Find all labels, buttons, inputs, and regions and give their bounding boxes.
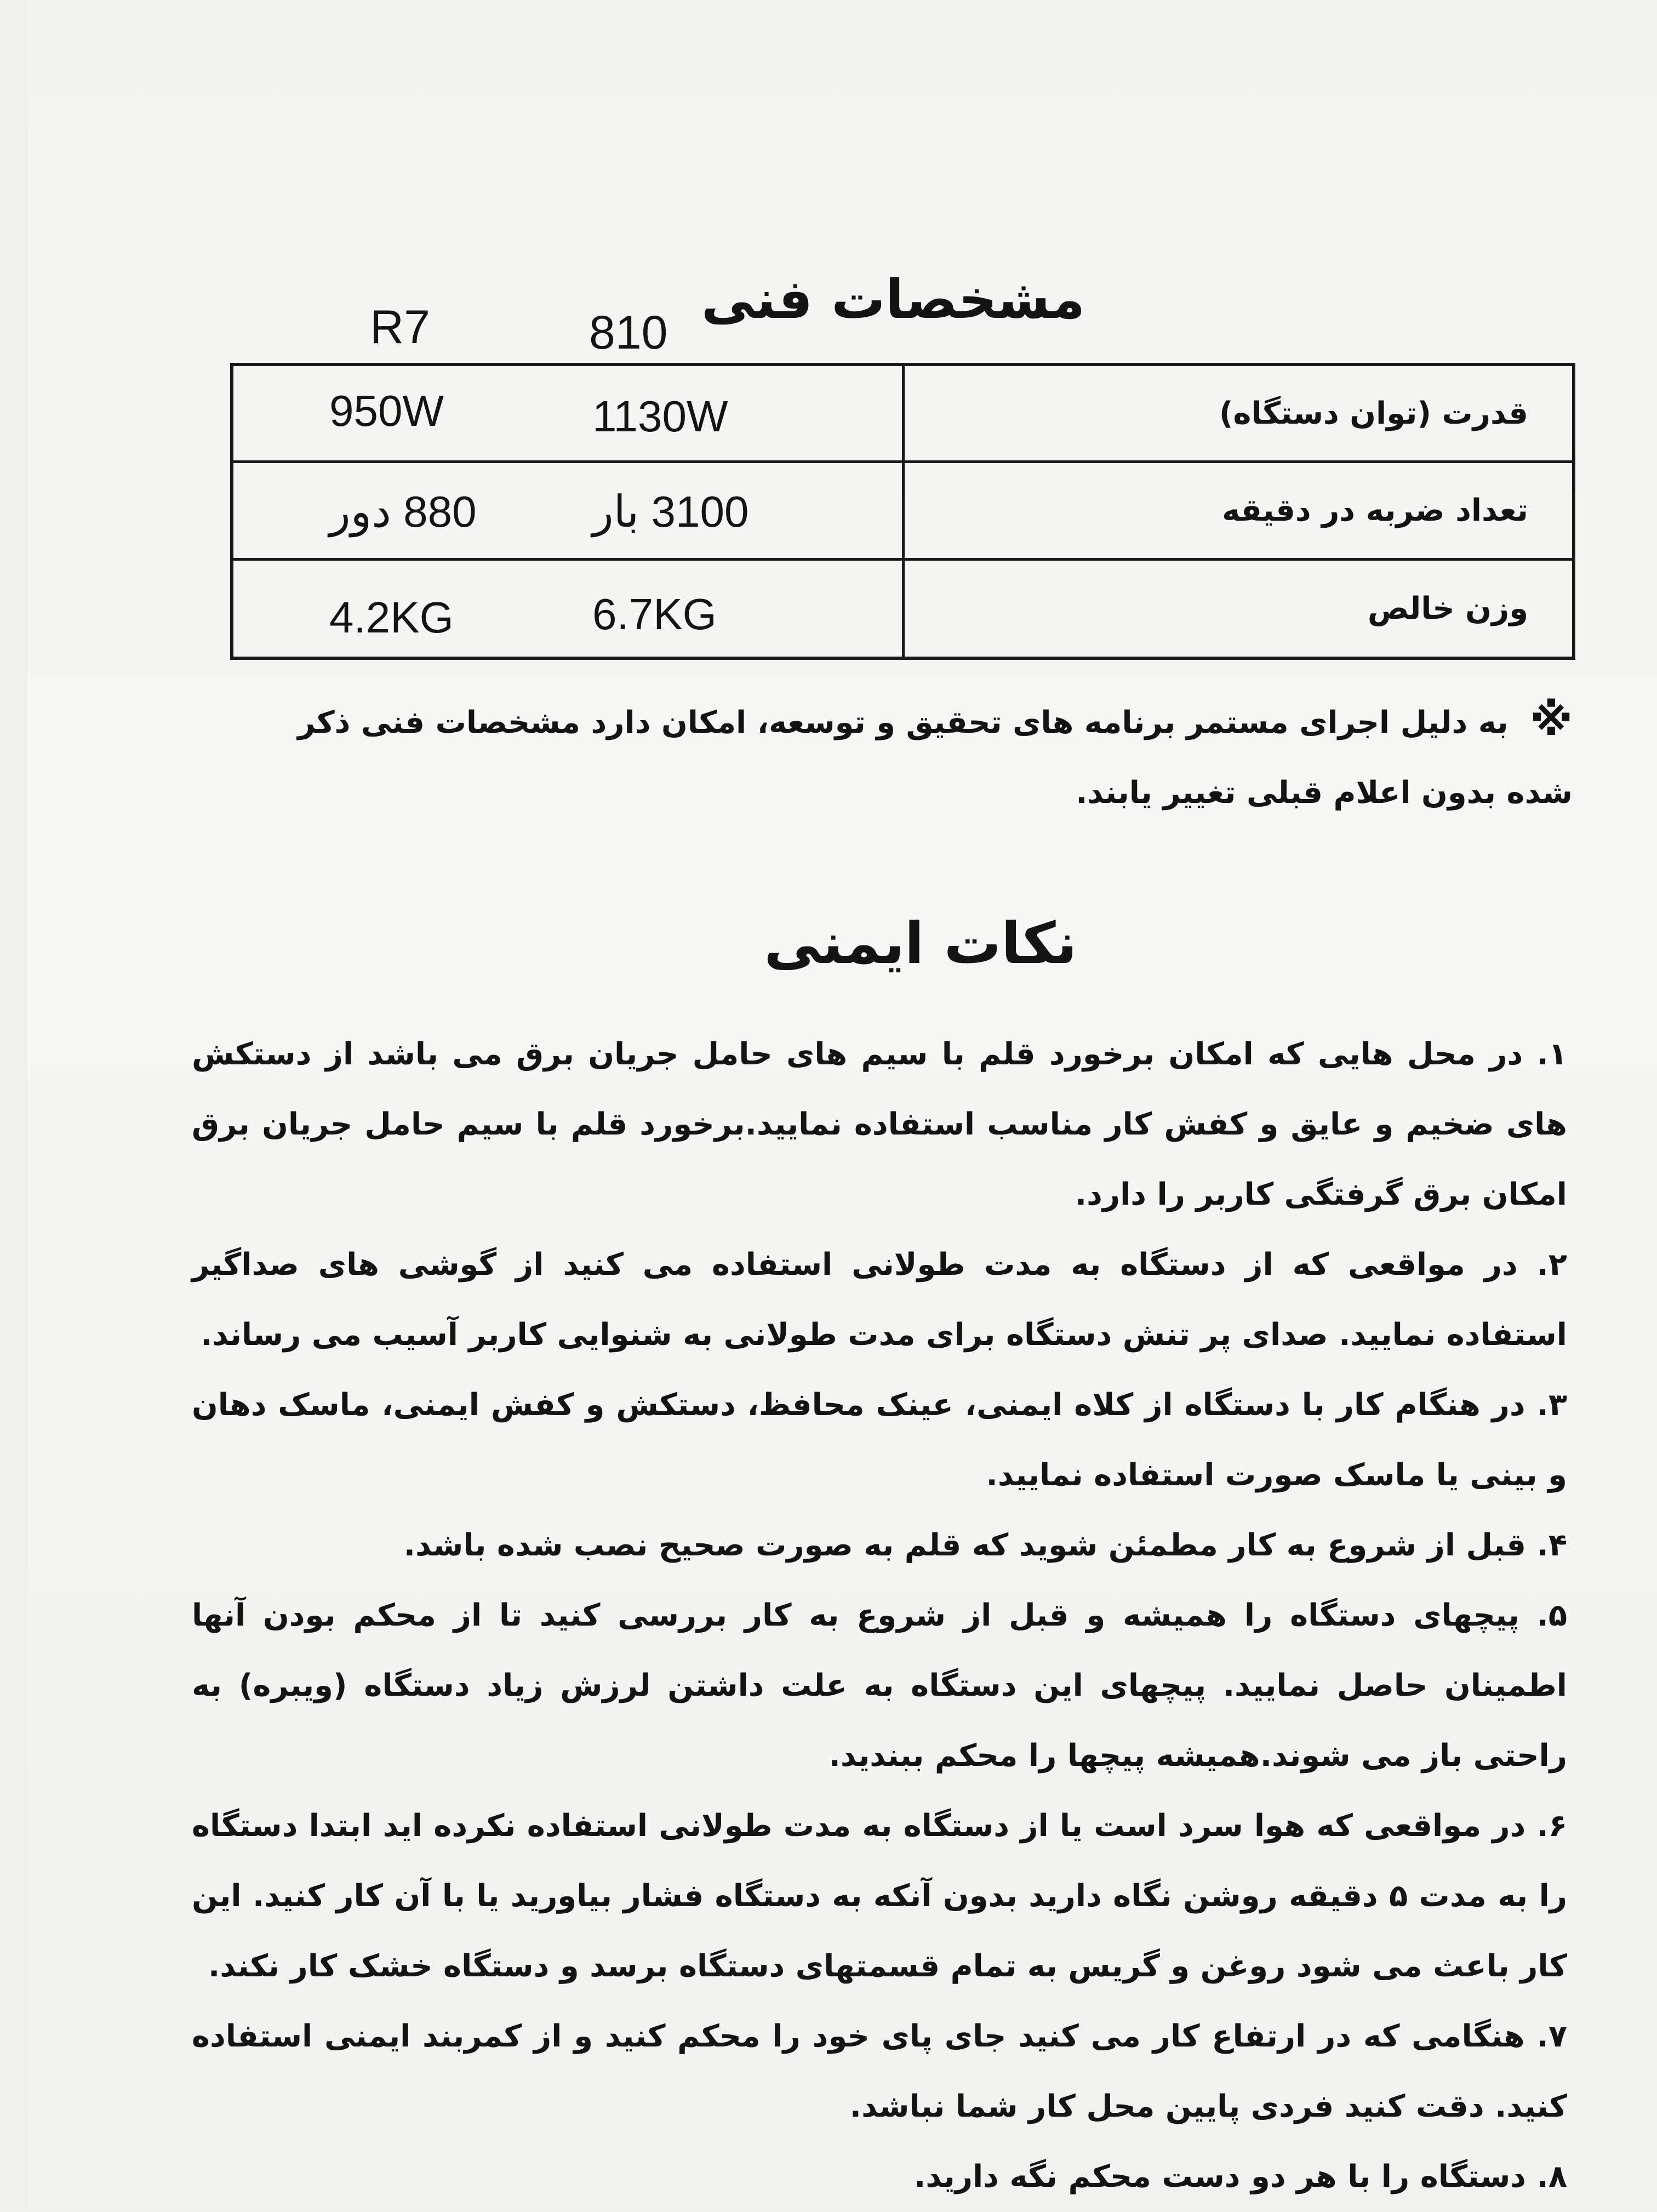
safety-list xyxy=(192,1019,1567,2212)
impacts-810: 3100 بار xyxy=(592,487,749,537)
power-r7: 950W xyxy=(329,386,444,435)
safety-item-6: ۶. در مواقعی که هوا سرد است یا از دستگاه به مدت طولانی استفاده نکرده اید ابتدا دستگاه را به مدت ۵ دقیقه روشن نگاه دارید بدون آنکه به دستگاه فشار بیاورید یا با آن کار کنید. این کار باعث می شود روغن و گریس به تمام قسمتهای دستگاه برسد و دستگاه خشک کار نکند. xyxy=(192,1808,1568,1984)
safety-item-5: ۵. پیچهای دستگاه را همیشه و قبل از شروع به کار بررسی کنید تا از محکم بودن آنها اطمینان حاصل نمایید. پیچهای این دستگاه به علت داشتن لرزش زیاد دستگاه (ویبره) به راحتی باز می شوند.همیشه پیچها را محکم ببندید. xyxy=(192,1598,1567,1774)
spec-row-power xyxy=(232,364,1574,462)
spec-row-weight xyxy=(232,560,1574,658)
spec-label: تعداد ضربه در دقیقه xyxy=(904,462,1574,560)
spec-title: مشخصات فنی xyxy=(701,269,1085,331)
spec-row-impacts xyxy=(232,462,1574,560)
safety-item-1: ۱. در محل هایی که امکان برخورد قلم با سیم های حامل جریان برق می باشد از دستکش های ضخیم و عایق و کفش کار مناسب استفاده نمایید.برخورد قلم با سیم حامل جریان برق امکان برق گرفتگی کاربر را دارد. xyxy=(192,1036,1567,1212)
spec-note xyxy=(225,685,1573,828)
safety-item-7: ۷. هنگامی که در ارتفاع کار می کنید جای پای خود را محکم کنید و از کمربند ایمنی استفاده کنید. دقت کنید فردی پایین محل کار شما نباشد. xyxy=(192,2019,1567,2124)
power-810: 1130W xyxy=(592,392,728,441)
weight-r7: 4.2KG xyxy=(329,593,454,642)
spec-values xyxy=(232,560,904,658)
safety-item-8: ۸. دستگاه را با هر دو دست محکم نگه دارید. xyxy=(914,2159,1567,2194)
spec-label: وزن خالص xyxy=(904,560,1574,658)
model-r7-label: R7 xyxy=(370,301,430,354)
weight-810: 6.7KG xyxy=(592,590,717,639)
spec-table xyxy=(230,363,1575,660)
spec-values xyxy=(232,462,904,560)
spec-values xyxy=(232,364,904,462)
spec-note-text: به دلیل اجرای مستمر برنامه های تحقیق و توسعه، امکان دارد مشخصات فنی ذکر شده بدون اعلام قبلی تغییر یابند. xyxy=(298,705,1573,811)
impacts-r7: 880 دور xyxy=(329,487,477,537)
model-810-label: 810 xyxy=(589,306,668,359)
safety-title: نکات ایمنی xyxy=(764,910,1077,977)
safety-item-4: ۴. قبل از شروع به کار مطمئن شوید که قلم به صورت صحیح نصب شده باشد. xyxy=(403,1527,1567,1563)
spec-label: قدرت (توان دستگاه) xyxy=(904,364,1574,462)
safety-item-2: ۲. در مواقعی که از دستگاه به مدت طولانی استفاده می کنید از گوشی های صداگیر استفاده نمایید. صدای پر تنش دستگاه برای مدت طولانی به شنوایی کاربر آسیب می رساند. xyxy=(192,1247,1567,1353)
safety-item-3: ۳. در هنگام کار با دستگاه از کلاه ایمنی، عینک محافظ، دستکش و کفش ایمنی، ماسک دهان و بینی یا ماسک صورت استفاده نمایید. xyxy=(192,1387,1567,1493)
document-page xyxy=(27,0,1657,2210)
reference-mark-icon: ※ xyxy=(1530,694,1573,745)
